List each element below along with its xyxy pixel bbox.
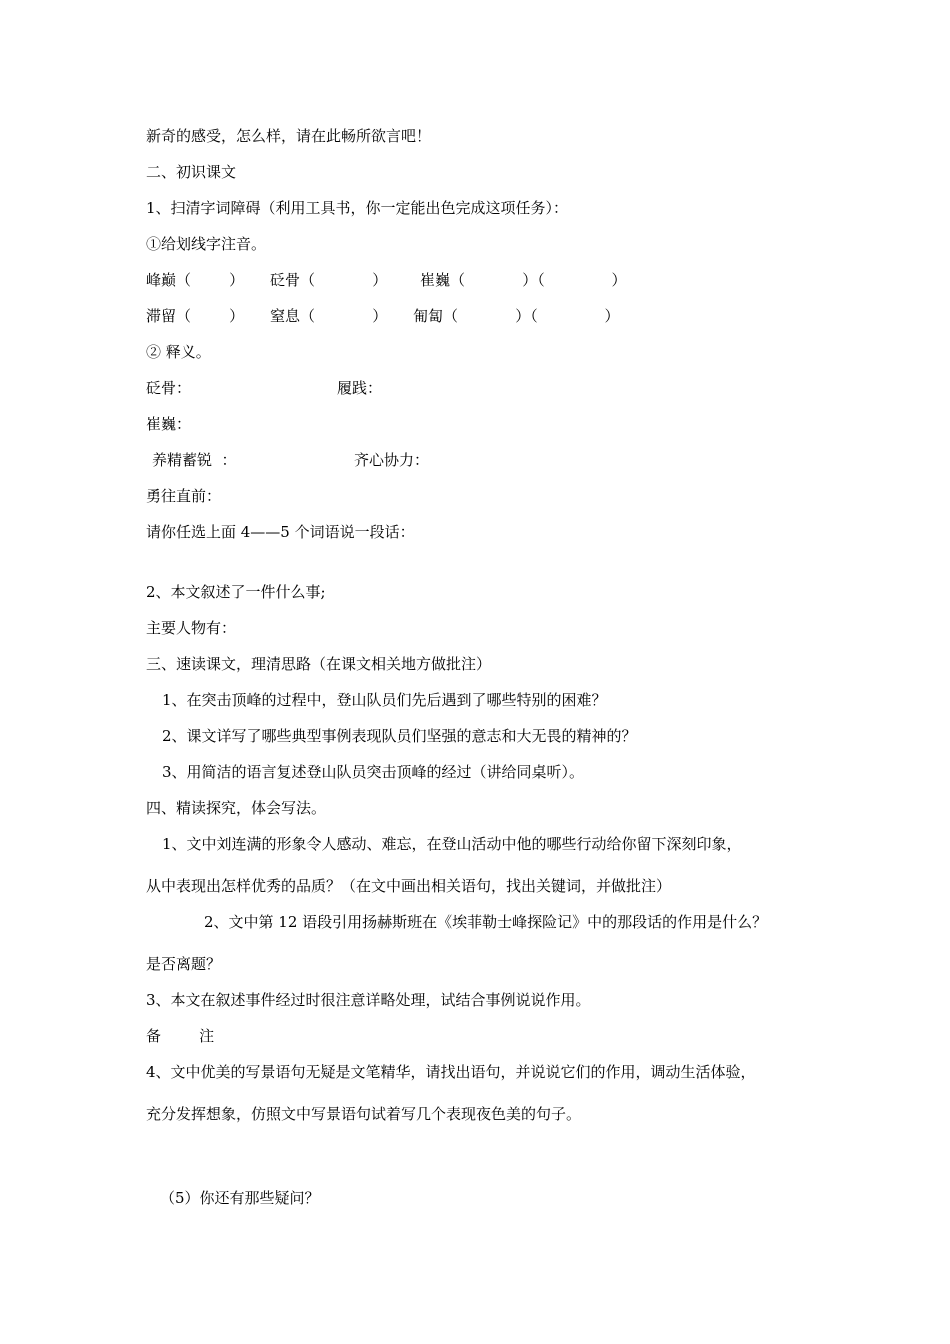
definition-row-2 xyxy=(0,450,950,470)
definition-item: 齐心协力： xyxy=(354,451,430,469)
section-heading-2: 二、初识课文 xyxy=(146,163,237,181)
pinyin-row-1 xyxy=(0,270,950,290)
task-2-heading: 2、本文叙述了一件什么事; xyxy=(146,583,326,601)
definition-row-1 xyxy=(0,378,950,398)
definition-item: 履践： xyxy=(337,379,383,397)
definition-item: 勇往直前： xyxy=(146,487,222,505)
subtask-pinyin: ①给划线字注音。 xyxy=(146,235,267,253)
question-4-4: 4、文中优美的写景语句无疑是文笔精华，请找出语句，并说说它们的作用，调动生活体验， xyxy=(146,1063,756,1081)
section-heading-4: 四、精读探究，体会写法。 xyxy=(146,799,327,817)
question-5: （5）你还有那些疑问？ xyxy=(160,1189,320,1207)
question-4-2: 2、文中第 12 语段引用扬赫斯班在《埃菲勒士峰探险记》中的那段话的作用是什么？ xyxy=(204,913,768,931)
pinyin-item: 窒息（ ） xyxy=(270,307,388,325)
definition-item: 养精蓄锐 ： xyxy=(152,451,237,469)
task-1-heading: 1、扫清字词障碍（利用工具书，你一定能出色完成这项任务）： xyxy=(146,199,569,217)
pinyin-row-2 xyxy=(0,306,950,326)
section-heading-3: 三、速读课文，理清思路（在课文相关地方做批注） xyxy=(146,655,492,673)
text-line-characters: 主要人物有： xyxy=(146,619,237,637)
text-line-paragraph-task: 请你任选上面 4——5 个词语说一段话： xyxy=(146,523,415,541)
pinyin-item: 滞留（ ） xyxy=(146,307,245,325)
question-3-1: 1、在突击顶峰的过程中，登山队员们先后遇到了哪些特别的困难？ xyxy=(162,691,607,709)
text-line-intro: 新奇的感受，怎么样，请在此畅所欲言吧！ xyxy=(146,127,432,145)
remarks-label: 备 注 xyxy=(146,1027,215,1045)
question-3-2: 2、课文详写了哪些典型事例表现队员们坚强的意志和大无畏的精神的？ xyxy=(162,727,637,745)
subtask-definitions: ② 释义。 xyxy=(146,343,211,361)
definition-item: 砭骨： xyxy=(146,379,192,397)
question-4-1-continued: 从中表现出怎样优秀的品质？（在文中画出相关语句，找出关键词，并做批注） xyxy=(146,877,672,895)
question-4-2-continued: 是否离题？ xyxy=(146,955,222,973)
question-4-1: 1、文中刘连满的形象令人感动、难忘，在登山活动中他的哪些行动给你留下深刻印象， xyxy=(162,835,742,853)
question-4-4-continued: 充分发挥想象，仿照文中写景语句试着写几个表现夜色美的句子。 xyxy=(146,1105,582,1123)
question-3-3: 3、用简洁的语言复述登山队员突击顶峰的经过（讲给同桌听）。 xyxy=(162,763,585,781)
pinyin-item: 匍匐（ ）（ ） xyxy=(413,307,620,325)
pinyin-item: 砭骨（ ） xyxy=(270,271,388,289)
definition-item: 崔巍： xyxy=(146,415,192,433)
pinyin-item: 峰巅（ ） xyxy=(146,271,245,289)
question-4-3: 3、本文在叙述事件经过时很注意详略处理，试结合事例说说作用。 xyxy=(146,991,591,1009)
pinyin-item: 崔巍（ ）（ ） xyxy=(420,271,627,289)
